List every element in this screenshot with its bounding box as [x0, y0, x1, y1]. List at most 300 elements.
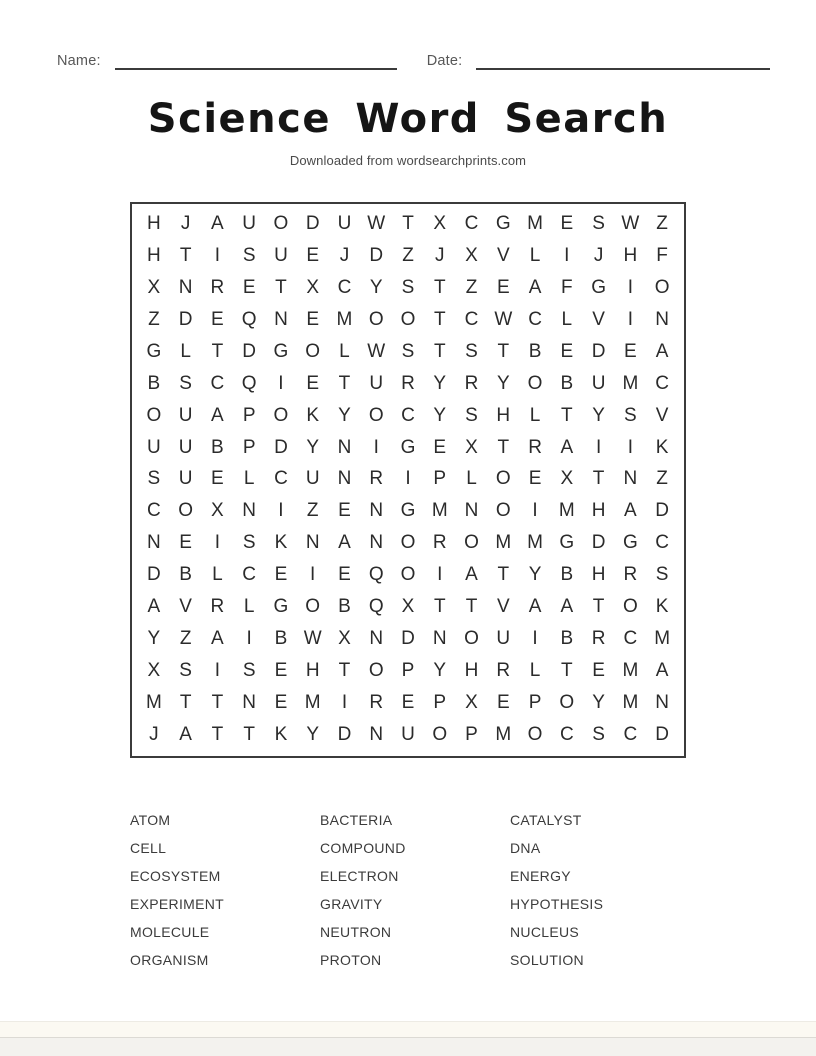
grid-letter: N: [655, 691, 669, 713]
grid-letter: U: [305, 468, 320, 490]
word-list-column: [510, 806, 603, 974]
grid-letter: V: [496, 596, 510, 618]
grid-letter: B: [179, 564, 192, 586]
footer-band-cream: [0, 1021, 816, 1037]
grid-letter: J: [593, 245, 604, 267]
word-item: ELECTRON: [320, 867, 399, 884]
grid-letter: N: [369, 500, 384, 522]
grid-letter: N: [369, 627, 384, 649]
grid-letter: X: [338, 627, 351, 649]
grid-letter: N: [464, 500, 479, 522]
grid-letter: A: [179, 723, 192, 745]
grid-letter: Y: [528, 564, 542, 586]
grid-letter: H: [591, 500, 606, 522]
grid-letter: E: [211, 309, 224, 331]
grid-letter: X: [465, 245, 478, 267]
grid-letter: B: [274, 627, 288, 649]
word-item: ORGANISM: [130, 951, 209, 968]
grid-letter: A: [655, 659, 669, 681]
grid-letter: T: [497, 564, 510, 586]
grid-letter: X: [401, 596, 415, 618]
grid-letter: N: [178, 277, 193, 299]
date-write-line[interactable]: [476, 56, 770, 70]
grid-letter: Z: [656, 468, 668, 490]
grid-letter: R: [591, 627, 606, 649]
grid-letter: D: [655, 723, 669, 745]
grid-letter: Y: [433, 404, 447, 426]
grid-letter: W: [621, 213, 640, 235]
grid-letter: E: [560, 213, 574, 235]
grid-letter: E: [179, 532, 192, 554]
grid-letter: O: [527, 372, 543, 394]
grid-letter: T: [243, 723, 255, 745]
grid-letter: T: [465, 596, 478, 618]
grid-letter: N: [242, 691, 257, 713]
date-label: Date:: [426, 53, 463, 69]
grid-letter: O: [495, 468, 511, 490]
grid-letter: A: [560, 436, 574, 458]
grid-letter: P: [433, 691, 447, 713]
grid-letter: Y: [369, 277, 383, 299]
grid-letter: G: [591, 277, 606, 299]
grid-letter: T: [179, 691, 192, 713]
grid-letter: T: [561, 404, 573, 426]
grid-letter: C: [147, 500, 161, 522]
grid-letter: G: [273, 596, 289, 618]
grid-letter: T: [211, 723, 224, 745]
grid-letter: D: [147, 564, 161, 586]
grid-letter: B: [147, 372, 161, 394]
grid-letter: Y: [306, 436, 320, 458]
grid-letter: S: [465, 404, 478, 426]
grid-letter: E: [592, 659, 605, 681]
grid-letter: K: [306, 404, 320, 426]
grid-letter: R: [464, 372, 479, 394]
grid-letter: L: [529, 659, 541, 681]
grid-letter: E: [338, 564, 351, 586]
grid-letter: S: [624, 404, 637, 426]
grid-letter: R: [623, 564, 638, 586]
grid-letter: B: [560, 627, 574, 649]
grid-letter: N: [369, 723, 384, 745]
grid-letter: C: [210, 372, 225, 394]
grid-letter: O: [464, 532, 479, 554]
grid-letter: S: [147, 468, 161, 490]
grid-letter: P: [401, 659, 415, 681]
grid-letter: N: [655, 309, 669, 331]
grid-letter: A: [338, 532, 351, 554]
grid-letter: I: [564, 245, 570, 267]
grid-letter: M: [558, 500, 575, 522]
grid-letter: Y: [496, 372, 510, 394]
grid-letter: Q: [368, 564, 384, 586]
grid-letter: D: [655, 500, 669, 522]
grid-letter: I: [627, 309, 633, 331]
grid-letter: I: [214, 245, 221, 267]
grid-letter: S: [592, 723, 605, 745]
grid-letter: R: [210, 277, 225, 299]
grid-letter: I: [373, 436, 379, 458]
grid-letter: O: [559, 691, 575, 713]
grid-letter: D: [274, 436, 288, 458]
grid-letter: Q: [241, 372, 257, 394]
grid-letter: S: [592, 213, 605, 235]
grid-letter: E: [274, 691, 288, 713]
grid-letter: S: [401, 340, 415, 362]
grid-letter: D: [242, 340, 257, 362]
grid-letter: T: [433, 309, 446, 331]
grid-letter: M: [336, 309, 353, 331]
grid-letter: G: [495, 213, 511, 235]
grid-letter: N: [242, 500, 257, 522]
grid-letter: I: [214, 532, 221, 554]
grid-letter: E: [338, 500, 351, 522]
grid-letter: Z: [306, 500, 319, 522]
grid-letter: X: [211, 500, 224, 522]
grid-letter: A: [147, 596, 161, 618]
grid-letter: O: [273, 213, 289, 235]
grid-letter: B: [560, 372, 574, 394]
grid-letter: V: [179, 596, 192, 618]
grid-letter: T: [592, 468, 605, 490]
grid-letter: G: [273, 340, 289, 362]
header-fields-row: [0, 0, 816, 70]
grid-letter: W: [367, 340, 386, 362]
word-search-grid: [130, 202, 686, 758]
grid-letter: W: [494, 309, 513, 331]
grid-letter: S: [242, 532, 256, 554]
grid-letter: C: [337, 277, 352, 299]
word-list-column: [130, 806, 320, 974]
grid-letter: C: [464, 309, 479, 331]
grid-letter: O: [368, 659, 384, 681]
grid-letter: Q: [368, 596, 384, 618]
grid-letter: E: [242, 277, 256, 299]
word-item: ENERGY: [510, 867, 571, 884]
grid-letter: S: [179, 372, 192, 394]
grid-letter: Y: [592, 691, 605, 713]
grid-letter: H: [305, 659, 320, 681]
grid-letter: E: [624, 340, 637, 362]
name-field: [57, 54, 397, 70]
grid-letter: Z: [402, 245, 414, 267]
grid-letter: O: [527, 723, 543, 745]
grid-letter: S: [655, 564, 669, 586]
page-footer: [0, 1021, 816, 1056]
grid-letter: M: [527, 213, 543, 235]
grid-letter: S: [242, 245, 256, 267]
grid-letter: M: [495, 723, 512, 745]
grid-letter: O: [495, 500, 511, 522]
grid-letter: H: [464, 659, 479, 681]
grid-letter: X: [147, 277, 161, 299]
grid-letter: L: [243, 596, 255, 618]
grid-letter: X: [147, 659, 161, 681]
grid-letter: T: [433, 340, 446, 362]
grid-letter: C: [559, 723, 574, 745]
grid-letter: O: [400, 532, 416, 554]
grid-letter: D: [305, 213, 320, 235]
grid-letter: V: [655, 404, 669, 426]
word-item: COMPOUND: [320, 839, 406, 856]
grid-letter: L: [561, 309, 573, 331]
name-write-line[interactable]: [115, 56, 397, 70]
grid-letter: A: [465, 564, 478, 586]
grid-letter: L: [180, 340, 191, 362]
grid-letter: U: [274, 245, 288, 267]
grid-letter: E: [401, 691, 415, 713]
grid-letter: H: [147, 213, 161, 235]
grid-letter: N: [305, 532, 320, 554]
grid-letter: X: [433, 213, 447, 235]
grid-letter: Z: [465, 277, 478, 299]
grid-letter: R: [528, 436, 542, 458]
grid-letter: I: [437, 564, 443, 586]
grid-letter: X: [560, 468, 574, 490]
grid-letter: C: [401, 404, 415, 426]
grid-letter: X: [306, 277, 320, 299]
word-item: BACTERIA: [320, 811, 393, 828]
grid-letter: J: [180, 213, 191, 235]
grid-letter: T: [338, 659, 351, 681]
grid-letter: R: [432, 532, 447, 554]
grid-letter: E: [496, 691, 510, 713]
word-item: EXPERIMENT: [130, 895, 225, 912]
grid-letter: W: [367, 213, 386, 235]
grid-letter: O: [146, 404, 162, 426]
grid-letter: U: [178, 404, 193, 426]
grid-letter: E: [306, 372, 320, 394]
grid-letter: C: [242, 564, 257, 586]
grid-letter: T: [433, 596, 446, 618]
grid-letter: L: [212, 564, 223, 586]
word-item: PROTON: [320, 951, 382, 968]
grid-letter: N: [369, 532, 384, 554]
grid-letter: U: [178, 468, 193, 490]
grid-letter: H: [623, 245, 638, 267]
grid-letter: L: [529, 404, 541, 426]
grid-letter: O: [432, 723, 448, 745]
word-list-column: [320, 806, 510, 974]
grid-letter: Y: [147, 627, 161, 649]
grid-letter: J: [339, 245, 350, 267]
grid-letter: K: [274, 723, 288, 745]
grid-letter: P: [242, 436, 256, 458]
grid-letter: G: [146, 340, 162, 362]
grid-letter: L: [466, 468, 477, 490]
grid-letter: A: [655, 340, 669, 362]
word-item: SOLUTION: [510, 951, 584, 968]
grid-letter: I: [310, 564, 316, 586]
word-item: ATOM: [130, 811, 171, 828]
grid-letter: X: [465, 436, 478, 458]
grid-letter: T: [179, 245, 192, 267]
grid-letter: O: [464, 627, 479, 649]
grid-letter: B: [211, 436, 224, 458]
grid-letter: O: [622, 596, 638, 618]
grid-letter: I: [627, 436, 633, 458]
page-title: Science Word Search: [147, 95, 669, 142]
grid-letter: J: [149, 723, 159, 745]
grid-letter: E: [528, 468, 542, 490]
grid-letter: E: [496, 277, 510, 299]
grid-letter: I: [627, 277, 633, 299]
grid-letter: K: [655, 436, 669, 458]
grid-letter: U: [337, 213, 352, 235]
grid-letter: M: [527, 532, 543, 554]
grid-letter: O: [178, 500, 194, 522]
word-item: HYPOTHESIS: [510, 895, 604, 912]
grid-letter: A: [211, 404, 224, 426]
grid-letter: U: [369, 372, 384, 394]
grid-letter: T: [402, 213, 414, 235]
grid-letter: N: [274, 309, 288, 331]
grid-letter: E: [211, 468, 224, 490]
grid-letter: I: [214, 659, 221, 681]
grid-letter: T: [561, 659, 573, 681]
grid-letter: Y: [338, 404, 351, 426]
grid-letter: E: [560, 340, 574, 362]
grid-letter: M: [654, 627, 671, 649]
grid-letter: G: [622, 532, 638, 554]
grid-letter: E: [306, 245, 320, 267]
grid-letter: M: [431, 500, 448, 522]
grid-letter: E: [433, 436, 447, 458]
grid-letter: J: [435, 245, 445, 267]
grid-letter: N: [147, 532, 161, 554]
grid-letter: N: [432, 627, 447, 649]
grid-letter: Y: [306, 723, 320, 745]
grid-letter: I: [278, 500, 284, 522]
grid-letter: S: [179, 659, 192, 681]
grid-letter: C: [464, 213, 479, 235]
grid-letter: H: [591, 564, 606, 586]
grid-letter: V: [592, 309, 605, 331]
grid-letter: L: [339, 340, 350, 362]
grid-letter: A: [528, 596, 542, 618]
grid-letter: N: [623, 468, 638, 490]
grid-letter: S: [465, 340, 478, 362]
grid-letter: L: [529, 245, 541, 267]
grid-letter: D: [401, 627, 415, 649]
grid-letter: U: [147, 436, 161, 458]
grid-letter: B: [560, 564, 574, 586]
grid-letter: O: [400, 309, 416, 331]
word-item: NUCLEUS: [510, 923, 580, 940]
grid-letter: R: [369, 691, 384, 713]
date-field: [427, 54, 770, 70]
grid-letter: M: [622, 372, 639, 394]
grid-letter: R: [496, 659, 511, 681]
grid-letter: R: [369, 468, 384, 490]
grid-letter: D: [591, 532, 606, 554]
footer-band-gray: [0, 1037, 816, 1056]
grid-letter: R: [210, 596, 225, 618]
grid-letter: O: [305, 340, 321, 362]
grid-letter: O: [368, 309, 384, 331]
grid-letter: D: [178, 309, 193, 331]
grid-letter: O: [368, 404, 384, 426]
grid-letter: E: [274, 564, 288, 586]
grid-letter: S: [401, 277, 415, 299]
grid-letter: M: [495, 532, 512, 554]
grid-letter: M: [304, 691, 321, 713]
page-subtitle: Downloaded from wordsearchprints.com: [289, 152, 527, 168]
grid-letter: E: [306, 309, 320, 331]
grid-letter: F: [656, 245, 668, 267]
grid-letter: G: [559, 532, 575, 554]
grid-letter: Y: [433, 659, 447, 681]
word-item: NEUTRON: [320, 923, 392, 940]
grid-letter: D: [591, 340, 606, 362]
grid-letter: C: [655, 372, 669, 394]
word-item: CELL: [130, 839, 167, 856]
grid-letter: Q: [241, 309, 257, 331]
grid-letter: L: [243, 468, 255, 490]
grid-letter: Z: [148, 309, 160, 331]
name-label: Name:: [57, 53, 101, 69]
grid-letter: O: [305, 596, 321, 618]
grid-letter: T: [433, 277, 446, 299]
grid-letter: A: [528, 277, 542, 299]
grid-letter: M: [145, 691, 162, 713]
grid-letter: Z: [179, 627, 192, 649]
grid-letter: T: [275, 277, 287, 299]
grid-letter: U: [242, 213, 257, 235]
grid-letter: H: [496, 404, 511, 426]
grid-letter: O: [273, 404, 289, 426]
word-item: GRAVITY: [320, 895, 383, 912]
grid-letter: C: [623, 627, 638, 649]
grid-letter: B: [528, 340, 542, 362]
grid-letter: C: [623, 723, 638, 745]
grid-letter: Z: [656, 213, 668, 235]
grid-letter: K: [274, 532, 288, 554]
grid-letter: T: [497, 340, 510, 362]
word-item: ECOSYSTEM: [130, 867, 221, 884]
grid-letter: K: [655, 596, 669, 618]
grid-letter: P: [465, 723, 478, 745]
grid-letter: H: [147, 245, 161, 267]
grid-letter: C: [274, 468, 288, 490]
grid-letter: A: [624, 500, 637, 522]
grid-letter: X: [465, 691, 478, 713]
grid-letter: M: [622, 659, 639, 681]
grid-letter: O: [400, 564, 416, 586]
grid-letter: C: [655, 532, 669, 554]
grid-letter: I: [595, 436, 602, 458]
grid-letter: U: [401, 723, 415, 745]
grid-letter: I: [278, 372, 284, 394]
grid-letter: T: [497, 436, 510, 458]
grid-letter: I: [532, 627, 538, 649]
grid-letter: P: [433, 468, 447, 490]
grid-letter: U: [496, 627, 511, 649]
grid-letter: P: [242, 404, 256, 426]
grid-letter: I: [532, 500, 538, 522]
word-item: CATALYST: [510, 811, 582, 828]
grid-letter: F: [561, 277, 573, 299]
grid-letter: T: [211, 691, 224, 713]
grid-letter: D: [369, 245, 384, 267]
grid-letter: R: [401, 372, 415, 394]
grid-letter: N: [337, 436, 352, 458]
grid-letter: B: [338, 596, 351, 618]
grid-letter: T: [338, 372, 351, 394]
grid-letter: Y: [433, 372, 447, 394]
grid-letter: T: [211, 340, 224, 362]
grid-letter: O: [654, 277, 670, 299]
